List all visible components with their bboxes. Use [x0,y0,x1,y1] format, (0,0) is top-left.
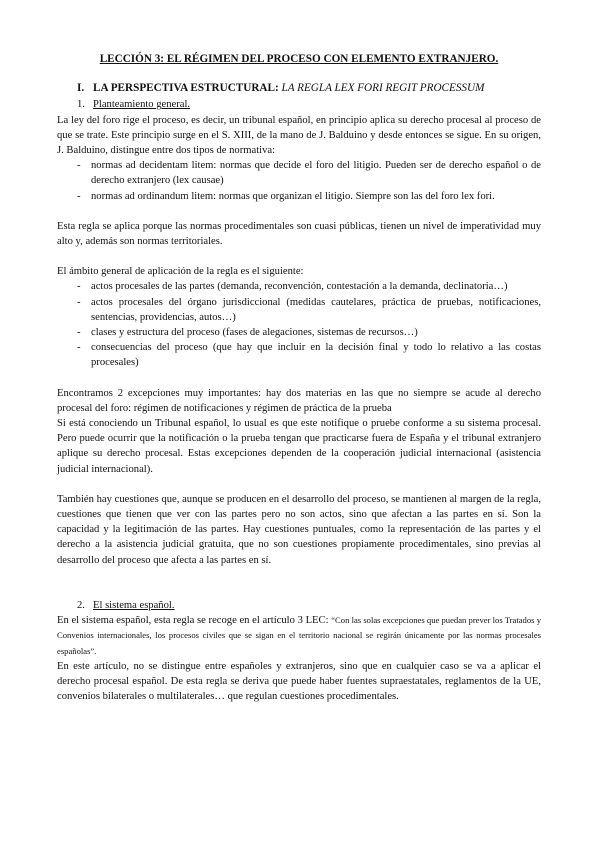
paragraph-other-questions: También hay cuestiones que, aunque se producen en el desarrollo del proceso, se mantienen al margen de la regla, cuestiones que tienen que ver con las partes pero no son actos, sino que afectan a las partes en sí. Son la capacidad y la legitimación de las partes. Hay cuestiones puntuales, como la representación de las partes y el derecho a la asistencia judicial gratuita, que no son cuestiones propiamente procedimentales, sino previas al desarrollo del proceso que afecta a las partes en sí. [57,493,541,566]
section-heading [57,81,541,96]
section-label-italic: LA REGLA LEX FORI REGIT PROCESSUM [281,82,485,95]
normativa-list [57,158,541,204]
list-item: - actos procesales del órgano jurisdiccional (medidas cautelares, práctica de pruebas, notificaciones, sentencias, providencias, autos…) [57,295,541,325]
list-item: - normas ad ordinandum litem: normas que organizan el litigio. Siempre son las del foro lex fori. [57,189,541,204]
subsection-label: El sistema español. [93,599,175,611]
section-label: LA PERSPECTIVA ESTRUCTURAL: [93,82,282,95]
scope-list [57,279,541,370]
paragraph-conclusion: En este artículo, no se distingue entre españoles y extranjeros, sino que en cualquier caso se va a aplicar el derecho procesal español. De esta regla se deriva que puede haber fuentes supraestatales, reglamentos de la UE, convenios bilaterales o multilaterales… que regulan cuestiones procedimentales. [57,660,541,703]
subsection-number: 2. [77,599,85,611]
lesson-title: LECCIÓN 3: EL RÉGIMEN DEL PROCESO CON ELEMENTO EXTRANJERO. [99,53,499,65]
subsection-heading-1 [57,97,541,112]
paragraph-intro: La ley del foro rige el proceso, es decir, un tribunal español, en principio aplica su derecho procesal al proceso de que se trate. Este principio surge en el S. XIII, de la mano de J. Balduino y desde entonces se sigue. En su origen, J. Balduino, distingue entre dos tipos de normativa: [57,114,541,157]
article-quote: “Con las solas excepciones que puedan prever los Tratados y Convenios internacionales, los procesos civiles que se sigan en el territorio nacional se regirán únicamente por las normas procesales españolas”. [57,615,541,656]
subsection-label: Planteamiento general. [93,99,191,111]
paragraph-scope: El ámbito general de aplicación de la regla es el siguiente: [57,266,304,278]
paragraph-exceptions-detail: Si está conociendo un Tribunal español, lo usual es que este notifique o pruebe conforme a su sistema procesal. Pero puede ocurrir que la notificación o la prueba tengan que practicarse fuera de España y el tribunal extranjero aplique su derecho procesal. Estas excepciones dependen de la cooperación judicial internacional (asistencia judicial internacional). [57,418,541,475]
subsection-number: 1. [77,99,85,111]
list-item: - consecuencias del proceso (que hay que incluir en la decisión final y todo lo relativo a las costas procesales) [57,340,541,370]
list-item: - clases y estructura del proceso (fases de alegaciones, sistemas de recursos…) [57,325,541,340]
subsection-heading-2 [57,598,541,613]
paragraph-article [57,613,541,659]
paragraph-reason: Esta regla se aplica porque las normas procedimentales son cuasi públicas, tienen un nivel de imperatividad muy alto y, además son normas territoriales. [57,220,541,248]
list-item: - normas ad decidentam litem: normas que decide el foro del litigio. Pueden ser de derecho español o de derecho extranjero (lex causae) [57,158,541,188]
document-page [57,52,541,704]
paragraph-exceptions: Encontramos 2 excepciones muy importantes: hay dos materias en las que no siempre se acude al derecho procesal del foro: régimen de notificaciones y régimen de práctica de la prueba [57,387,541,414]
section-number: I. [77,82,85,95]
article-intro: En el sistema español, esta regla se recoge en el artículo 3 LEC: [57,615,332,627]
list-item: - actos procesales de las partes (demanda, reconvención, contestación a la demanda, declinatoria…) [57,279,541,294]
